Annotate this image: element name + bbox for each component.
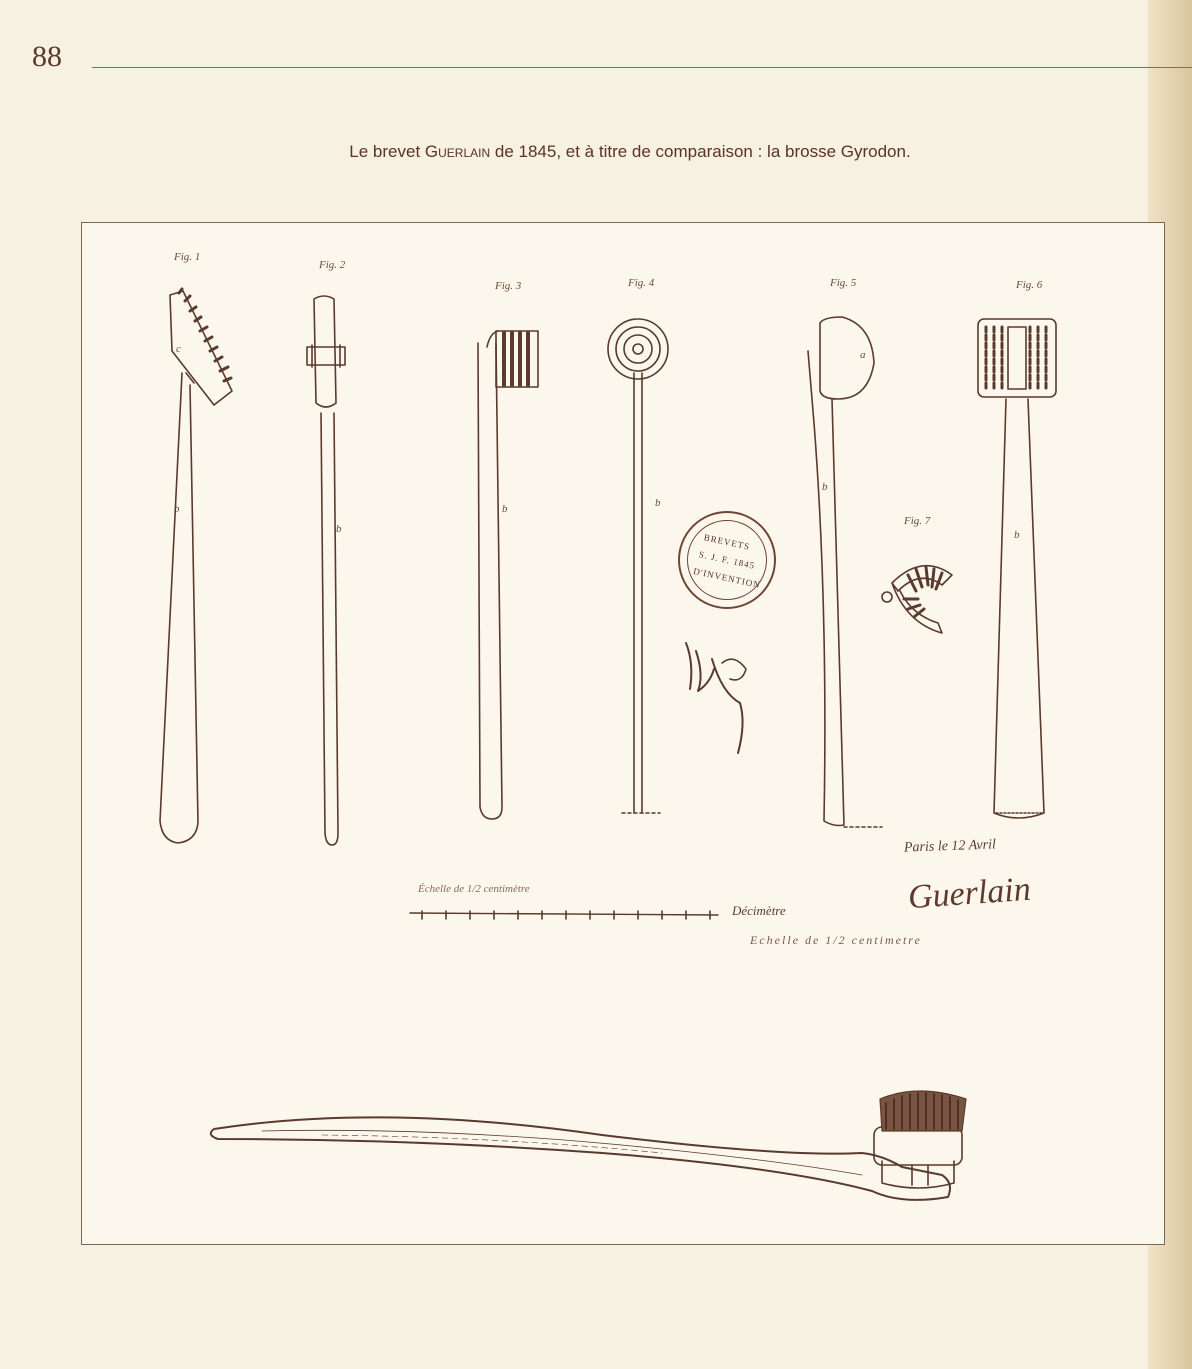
fig-5-handle-label: b [822, 481, 828, 493]
fig-4-label: Fig. 4 [628, 277, 655, 289]
scale-ruler [410, 911, 718, 919]
fig-6-toothbrush [978, 319, 1056, 818]
fig-1-label: Fig. 1 [174, 251, 201, 263]
fig-3-label: Fig. 3 [495, 280, 522, 292]
page-number: 88 [32, 40, 62, 73]
patent-plate [81, 222, 1165, 1245]
fig-2-label: Fig. 2 [319, 259, 346, 271]
caption-text-after: de 1845, et à titre de comparaison : la brosse Gyrodon. [490, 142, 911, 161]
fig-1-detail-label: c [176, 343, 181, 355]
fig-2-toothbrush [307, 296, 345, 845]
fig-3-toothbrush [478, 331, 538, 819]
fig-5-toothbrush [808, 317, 882, 827]
fig-2-handle-label: b [336, 523, 342, 535]
signature-subtext: Echelle de 1/2 centimetre [750, 933, 922, 947]
guerlain-signature: Guerlain [906, 870, 1032, 917]
fig-1-toothbrush [160, 289, 232, 843]
fig-7-section [882, 566, 952, 633]
scale-caption: Échelle de 1/2 centimètre [418, 883, 530, 895]
seal-line-1: BREVETS [702, 532, 752, 552]
caption-brand-name: Guerlain [424, 142, 491, 161]
fig-4-handle-label: b [655, 497, 661, 509]
fig-5-label: Fig. 5 [830, 277, 857, 289]
place-date: Paris le 12 Avril [903, 837, 997, 856]
gyrodon-brush [211, 1091, 966, 1200]
seal-line-2: S. J. F. 1845 [697, 549, 757, 571]
seal-line-3: D'INVENTION [692, 565, 762, 591]
caption-text-before: Le brevet [349, 142, 425, 161]
fig-6-label: Fig. 6 [1016, 279, 1043, 291]
scale-unit: Décimètre [732, 903, 786, 918]
fig-1-handle-label: b [174, 503, 180, 515]
fig-7-label: Fig. 7 [904, 515, 931, 527]
fig-4-toothbrush [608, 319, 668, 813]
fig-5-head-label: a [860, 349, 866, 361]
official-seal [678, 511, 776, 609]
fig-6-handle-label: b [1014, 529, 1020, 541]
figure-caption [0, 142, 1192, 162]
header-rule [92, 67, 1192, 68]
patent-drawings [82, 223, 1164, 1244]
initials-signature [686, 643, 746, 753]
fig-3-handle-label: b [502, 503, 508, 515]
